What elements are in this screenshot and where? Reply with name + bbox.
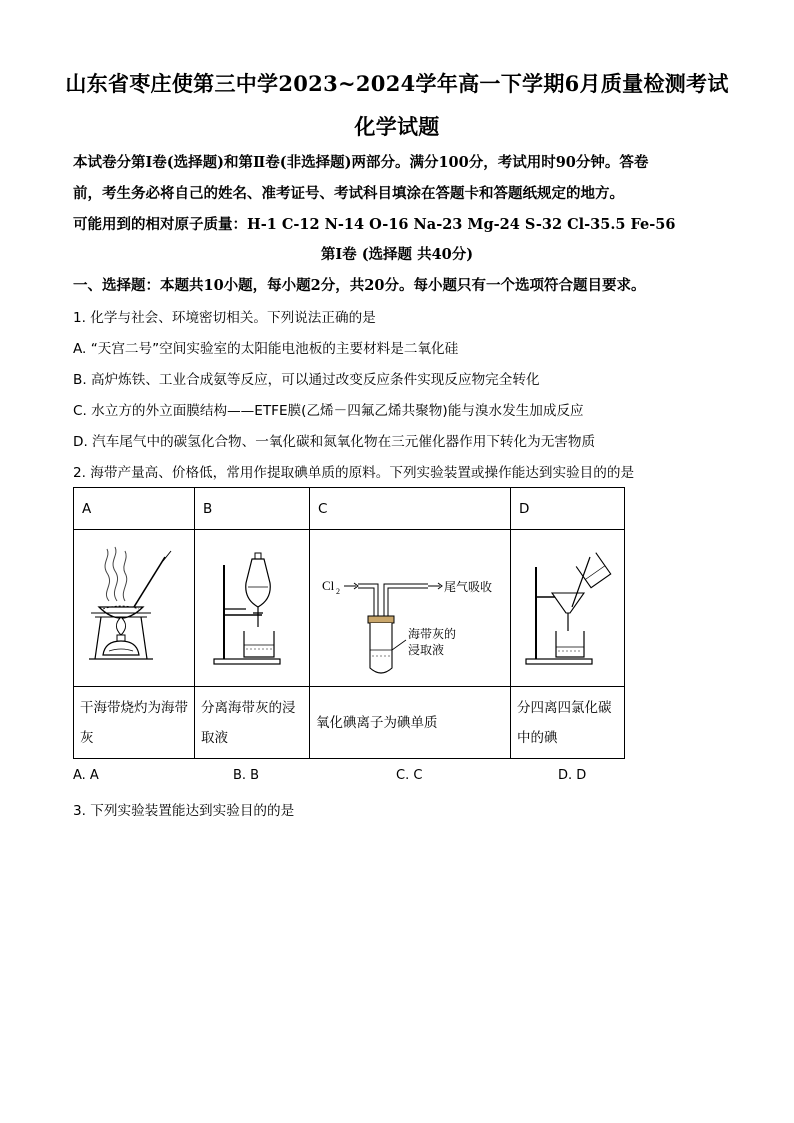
description-b: 分离海带灰的浸取液 — [195, 687, 310, 759]
exam-title: 山东省枣庄使第三中学2023~2024学年高一下学期6月质量检测考试 — [65, 71, 729, 96]
question-1-option-b: B. 高炉炼铁、工业合成氨等反应，可以通过改变反应条件实现反应物完全转化 — [73, 372, 540, 388]
diagram-d-cell — [511, 530, 625, 687]
instructions-line-1: 本试卷分第Ⅰ卷(选择题)和第Ⅱ卷(非选择题)两部分。满分100分，考试用时90分钟。答卷 — [73, 154, 649, 171]
separatory-funnel-diagram — [202, 543, 302, 673]
answer-option-b: B. B — [233, 768, 260, 783]
instructions-line-2: 前，考生务必将自己的姓名、准考证号、考试科目填涂在答题卡和答题纸规定的地方。 — [73, 185, 624, 202]
question-2-stem: 2. 海带产量高、价格低，常用作提取碘单质的原料。下列实验装置或操作能达到实验目的的是 — [73, 465, 635, 481]
answer-option-d: D. D — [558, 768, 587, 783]
crucible-burning-diagram — [79, 543, 189, 673]
filtration-diagram — [518, 543, 618, 673]
chlorine-oxidation-diagram — [312, 538, 508, 678]
description-a: 干海带烧灼为海带灰 — [74, 687, 195, 759]
diagram-b-cell — [195, 530, 310, 687]
diagram-c-cell — [310, 530, 511, 687]
exam-subtitle: 化学试题 — [354, 114, 440, 139]
question-1-stem: 1. 化学与社会、环境密切相关。下列说法正确的是 — [73, 310, 376, 326]
question-1-option-c: C. 水立方的外立面膜结构——ETFE膜(乙烯－四氟乙烯共聚物)能与溴水发生加成反应 — [73, 403, 584, 419]
answer-option-a: A. A — [73, 768, 99, 783]
question-1-option-a: A. “天宫二号”空间实验室的太阳能电池板的主要材料是二氧化硅 — [73, 341, 459, 357]
solution-label-2: 浸取液 — [408, 643, 445, 657]
cl2-label: Cl — [322, 578, 335, 593]
solution-label-1: 海带灰的 — [408, 627, 457, 641]
header-b: B — [195, 488, 310, 530]
question-1-option-d: D. 汽车尾气中的碳氢化合物、一氧化碳和氮氧化物在三元催化器作用下转化为无害物质 — [73, 434, 596, 450]
header-d: D — [511, 488, 625, 530]
apparatus-table — [73, 487, 625, 759]
header-c: C — [310, 488, 511, 530]
cl2-subscript: 2 — [336, 587, 340, 596]
part-heading: 一、选择题：本题共10小题，每小题2分，共20分。每小题只有一个选项符合题目要求。 — [73, 277, 646, 294]
question-3-stem: 3. 下列实验装置能达到实验目的的是 — [73, 803, 295, 819]
exhaust-label: 尾气吸收 — [444, 580, 493, 594]
section-heading: 第Ⅰ卷 (选择题 共40分) — [320, 246, 474, 263]
description-d: 分四离四氯化碳中的碘 — [511, 687, 625, 759]
answer-option-c: C. C — [396, 768, 423, 783]
description-c: 氧化碘离子为碘单质 — [310, 687, 511, 759]
diagram-a-cell — [74, 530, 195, 687]
atomic-masses: 可能用到的相对原子质量：H-1 C-12 N-14 O-16 Na-23 Mg-24 S-32 Cl-35.5 Fe-56 — [73, 216, 676, 233]
header-a: A — [74, 488, 195, 530]
